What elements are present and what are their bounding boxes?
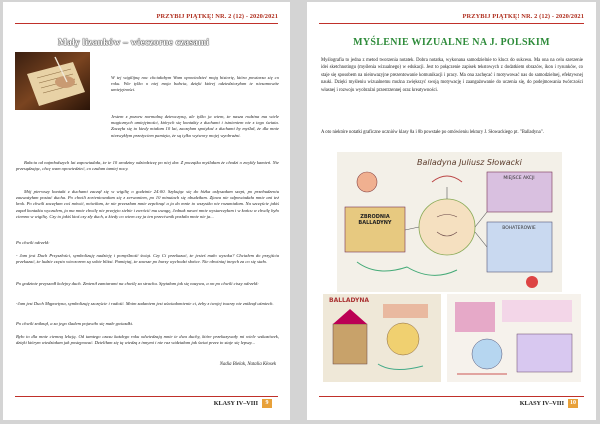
header-rule [319,23,584,24]
right-page [307,2,596,420]
paragraph-1: W tej wigilijną noc chciałabym Wam opowiedzieć moją historię, która powtarza się co roku. Wie tylko o niej moja babcia, dzięki której odziedziczyłam te niesamowite umiejętności. [111,75,279,93]
article-paragraph-2: A oto niektóre notatki graficzne uczniów klasy 8a i 8b powstałe po omówieniu lektury J. Słowackiego pt. "Balladyna". [321,130,544,135]
paragraph-10: Było to dla mnie ciemną lekcją. Od tamtego czasu każdego roku odwiedzają mnie te dwa duchy, które przekazywały mi wiele wskazówek, dzięki którym wiedziałam jak postępować. Dzieliłam się tą wiedzą z innymi i nie raz widziałam jak świat przez to staje się lepszy... [16,334,279,346]
sketchnote-bottom-left [323,294,441,382]
article-paragraph-1: Myślografia to jedna z metod tworzenia notatek. Dobra notatka, wykonana samodzielnie to klucz do sukcesu. Ma ona na celu szerzenie idei sketchnotingu (myślenia wizualnego) w edukacji. Jest to połączenie zapisek tekstowych z dodatkiem obrazów, ikon i rysunków, co staje się sposobem na nieinwazyjne prezentowanie komunikacji i pracy. Ma ona zachęcać i motywować nas do samodzielnej, efektywnej nauki. Dzięki myśleniu wizualnemu można zwiększyć swoją motywację i zaangażowanie do uczenia się, do podejmowania twórczości własnej i rozwoju wyobraźni przestrzennej oraz kreatywności. [321,58,583,93]
author-credit: Nadia Bielak, Natalia Kłosek [219,362,276,367]
sketchnote-bl-title: BALLADYNA [329,297,370,304]
sketchnote-bottom-right [447,294,581,382]
header-text: PRZYBIJ PIĄTKĘ! NR. 2 (12) - 2020/2021 [462,13,584,20]
sketchnote-label-2: MIEJSCE AKCJI [503,176,535,181]
sketchnote-drawing [323,294,441,382]
paragraph-2: Jestem z pozoru normalną dziewczyną, ale tylko ja wiem, że nasza rodzina ma wiele magicznych umiejętności, których się kontakty z duchami i istnieniem nie z tego świata. Zaczęła się to kiedy miałam 10 lat, zaczęłam spotykać z duchami by myślał, że dla mnie niezwykłym przeżyciem pamięta, że są tylko wytwory mojej wyobraźni. [111,114,279,138]
story-title: Mały lizanków – wieczorne czasami [58,38,210,48]
footer-rule [15,396,278,397]
page-header [15,12,278,26]
sketchnote-main [337,152,562,292]
page-number: 10 [570,400,576,406]
paragraph-5: Po chwili odrzekł: [16,240,50,245]
paragraph-3: Babcia od najmłodszych lat zapowiadała, że te 10 urodziny odziedziczę po niej dar. Z początku myślałam że chodzi o zwykły kamień. Nie przesądzając, chcę wam opowiedzieć, co czułam tamtej nocy. [16,160,279,172]
page-number: 9 [262,399,272,408]
footer-rule [319,396,584,397]
paragraph-6: - Jam jest Duch Przyszłości, symbolizuję nadzieję i pomyślność świąt. Czy Ci przekazać, że jesteś mało wysoka? Chciałem do przyjścia przekazać, że ludzie często wieczorem są sobie bliżsi. Pamiętaj, że zawsze po burzy wychodzi słońce. Nie obwiniaj innych za co się stało. [16,253,279,265]
writing-photo [15,52,90,110]
page-footer [15,396,278,408]
paragraph-7: Po godzinie przyszedł kolejny duch. Zmienił zamiarami na chwilę za strachu. Spytałam jak się nazywa, a on po chwili ciszy odrzekł: [16,281,259,286]
sketchnote-label-3: BOHATEROWIE [502,226,536,231]
paragraph-4: Mój pierwszy kontakt z duchami zaczął się w wigilię o godzinie 24:00. Szykując się do łóżka usłyszałam szept, po przebudzeniu zauważyłam postać ducha. Po chwili zorientowałam się z zerwaniem, po 10 minutach się obudziłam. Zjawa nie odpowiadała mnie ani też krok. Po chwili zaczęłam coś mówić, mówiłam, że nie przeszłam mnie zepchnąć a ja do mnie to wszystko nie rozumiałam. Na szczęście jakiś zapał kontaktu wyczułem, ja ma mnie chwilę nie przejęto siebie i zwrócić mu uwagę, Jednak nawet mnie wystarczyłam i w końcu w chwilę było ciemno w wigilię. Czy to jakiś ktoś czy zły duch, a kiedy co wiem czy ja ten przeciwnik posłała mnie nie ja... [16,189,279,219]
page-footer [319,396,584,408]
header-text: PRZYBIJ PIĄTKĘ! NR. 2 (12) - 2020/2021 [156,13,278,20]
sketchnote-main-title: Balladyna Juliusz Słowacki [417,158,522,167]
footer-label: KLASY IV–VIII [519,400,564,407]
paragraph-9: Po chwili zniknął, a za jego śladem pojawiło się małe gwiazdki. [16,321,134,326]
footer-label: KLASY IV–VIII [213,400,258,407]
header-rule [15,23,278,24]
sketchnote-drawing [447,294,581,382]
page-header [319,12,584,26]
article-title: MYŚLENIE WIZUALNE NA J. POLSKIM [353,37,550,48]
paragraph-8: -Jam jest Duch Mąpoetyna, symbolizuję szczęście i radość. Moim zadaniem jest uświadomienie ci, żeby z twojej twarzy nie zniknął uśmiech. [16,301,274,306]
left-page [3,2,290,420]
sketchnote-label-1: ZBRODNIA BALLADYNY [358,214,392,226]
